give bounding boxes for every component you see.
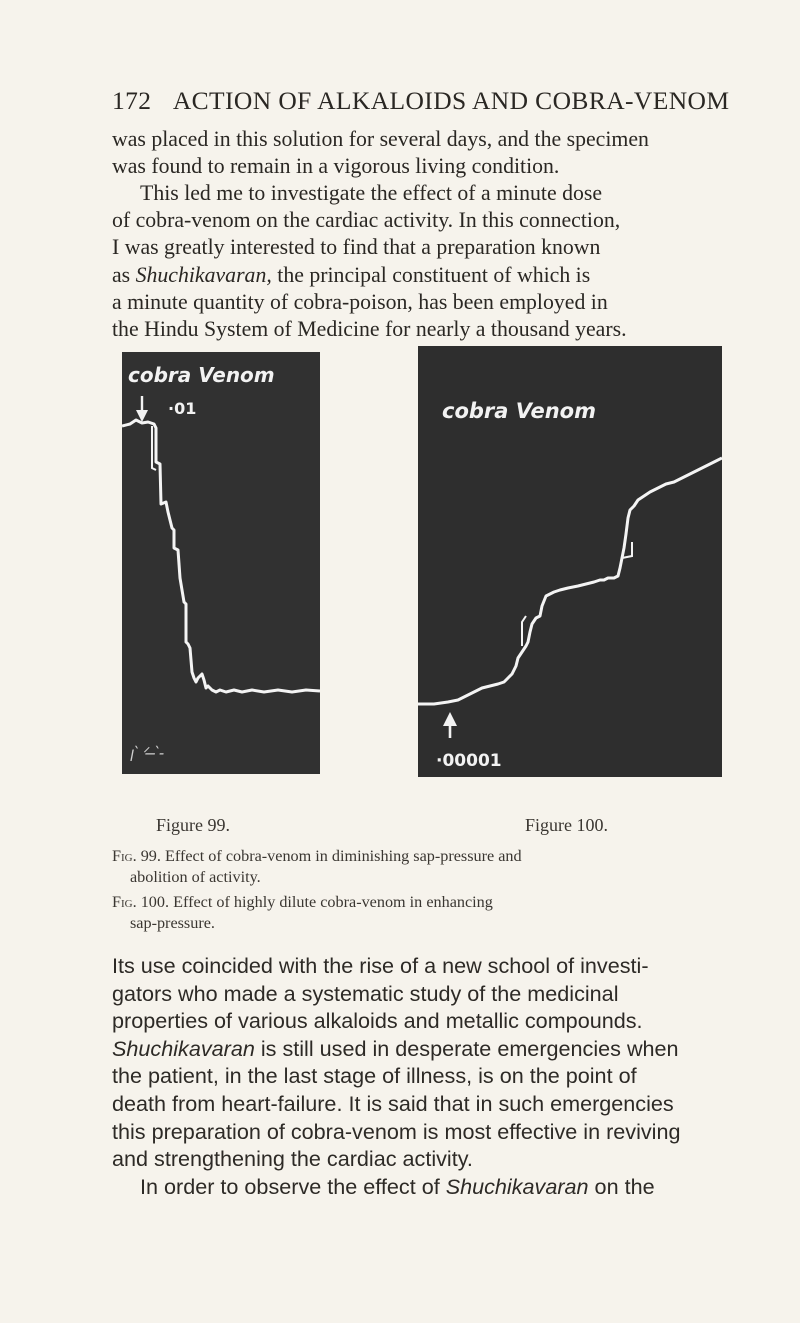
figure-99-title: cobra Venom (128, 363, 275, 387)
figure-99-svg (122, 352, 320, 774)
text-fragment: the principal constituent of which is (271, 262, 591, 287)
page-number: 172 (112, 86, 152, 115)
figure-100-dose: ·00001 (436, 751, 502, 771)
text-line (112, 1035, 740, 1063)
figure-99-legend (112, 846, 732, 888)
italic-term: Shuchikavaran, (135, 262, 272, 287)
text-fragment: on the (588, 1173, 655, 1199)
figure-100-svg (418, 346, 722, 777)
text-fragment: In order to observe the effect of (140, 1173, 446, 1199)
legend-text-cont: abolition of activity. (130, 868, 261, 886)
italic-term: Shuchikavaran (445, 1173, 589, 1199)
text-line: This led me to investigate the effect of a minute dose (140, 181, 603, 205)
paragraph-1 (112, 126, 738, 180)
paragraph-2 (112, 180, 738, 343)
figure-100-legend (112, 892, 732, 934)
running-header (112, 86, 742, 116)
figure-99-dose: ·01 (168, 399, 197, 418)
text-line: the Hindu System of Medicine for nearly a thousand years. (112, 317, 627, 342)
legend-label: Fig. 100. (112, 893, 170, 911)
text-line: was placed in this solution for several days, and the specimen (112, 127, 649, 151)
text-line: this preparation of cobra-venom is most effective in reviving (112, 1118, 681, 1144)
figure-100-trace (418, 346, 722, 777)
legend-text-cont: sap-pressure. (130, 914, 215, 932)
figure-99-footer-marks: ꞁ ̀ ᐟ ̶ ̀ ̵ (130, 744, 165, 762)
text-line: Its use coincided with the rise of a new school of investi- (112, 953, 649, 978)
text-fragment: is still used in desperate emergencies when (254, 1035, 679, 1061)
text-line: of cobra-venom on the cardiac activity. In this connection, (112, 208, 621, 233)
text-line: and strengthening the cardiac activity. (112, 1146, 473, 1172)
text-fragment: as (112, 262, 136, 287)
text-line: the patient, in the last stage of illness, is on the point of (112, 1063, 637, 1089)
text-line: death from heart-failure. It is said that in such emergencies (112, 1090, 674, 1116)
text-line: a minute quantity of cobra-poison, has been employed in (112, 289, 608, 314)
legend-text: Effect of cobra-venom in diminishing sap-pressure and (165, 847, 522, 865)
running-title: ACTION OF ALKALOIDS AND COBRA-VENOM (172, 86, 730, 115)
figure-99-caption: Figure 99. (156, 815, 230, 835)
figure-99-trace (122, 352, 320, 774)
text-line (112, 262, 738, 289)
text-line: gators who made a systematic study of the medicinal (112, 980, 619, 1006)
figure-100-title: cobra Venom (442, 399, 596, 423)
italic-term: Shuchikavaran (112, 1035, 255, 1061)
figure-100-caption: Figure 100. (525, 815, 608, 835)
legend-label: Fig. 99. (112, 847, 161, 865)
text-line: properties of various alkaloids and metallic compounds. (112, 1008, 643, 1034)
paragraph-3 (112, 952, 740, 1200)
text-line (112, 1173, 740, 1201)
text-line: I was greatly interested to find that a preparation known (112, 235, 601, 260)
text-line: was found to remain in a vigorous living condition. (112, 154, 560, 179)
legend-text: Effect of highly dilute cobra-venom in enhancing (173, 893, 493, 911)
